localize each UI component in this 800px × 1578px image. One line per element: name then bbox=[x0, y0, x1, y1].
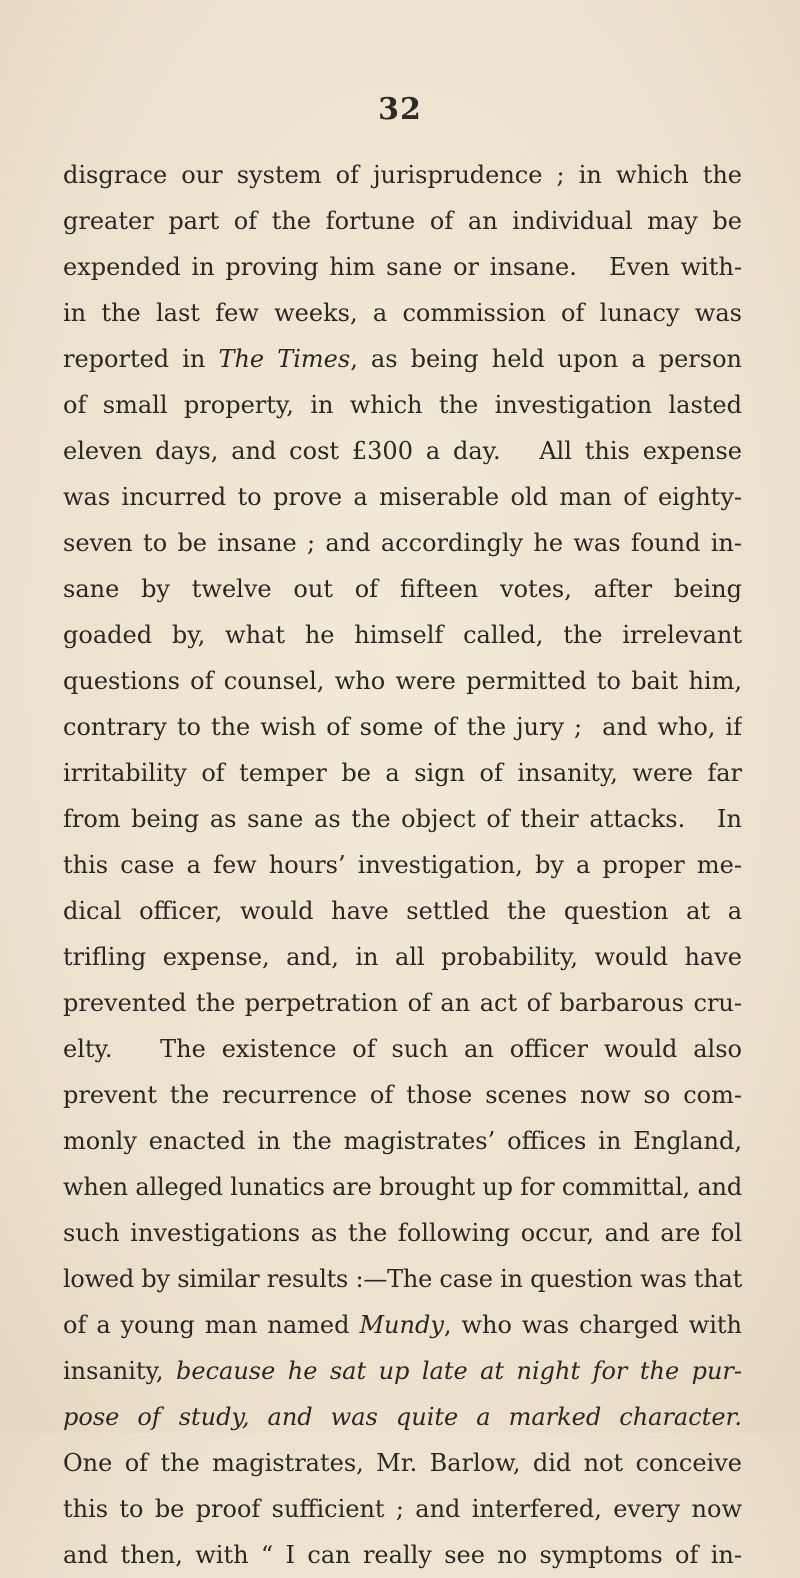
text-segment: this case a few hours’ investigation, by a proper me- bbox=[63, 851, 742, 879]
text-segment: of small property, in which the investigation lasted bbox=[63, 391, 742, 419]
text-line bbox=[63, 152, 742, 198]
text-segment: trifling expense, and, in all probability, would have bbox=[63, 943, 742, 971]
text-line bbox=[63, 750, 742, 796]
text-line bbox=[63, 934, 742, 980]
text-line bbox=[63, 888, 742, 934]
text-segment: when alleged lunatics are brought up for committal, and bbox=[63, 1173, 742, 1201]
text-segment: goaded by, what he himself called, the irrelevant bbox=[63, 621, 742, 649]
text-line bbox=[63, 658, 742, 704]
text-line bbox=[63, 1532, 742, 1578]
text-line bbox=[63, 1486, 742, 1532]
text-segment: from being as sane as the object of their attacks. In bbox=[63, 805, 742, 833]
text-line bbox=[63, 1072, 742, 1118]
text-line bbox=[63, 336, 742, 382]
text-segment: this to be proof sufficient ; and interfered, every now bbox=[63, 1495, 742, 1523]
text-segment: expended in proving him sane or insane. Even with- bbox=[63, 253, 742, 281]
text-segment: One of the magistrates, Mr. Barlow, did not conceive bbox=[63, 1449, 742, 1477]
text-segment: sane by twelve out of fifteen votes, after being bbox=[63, 575, 742, 603]
text-line bbox=[63, 980, 742, 1026]
text-segment: disgrace our system of jurisprudence ; in which the bbox=[63, 161, 742, 189]
text-segment: elty. The existence of such an officer would also bbox=[63, 1035, 742, 1063]
text-line bbox=[63, 244, 742, 290]
text-segment: was incurred to prove a miserable old man of eighty- bbox=[63, 483, 742, 511]
text-line bbox=[63, 796, 742, 842]
text-segment: contrary to the wish of some of the jury ; and who, if bbox=[63, 713, 742, 741]
text-segment: , who was charged with bbox=[443, 1311, 742, 1339]
italic-text: Mundy bbox=[359, 1311, 444, 1339]
text-line bbox=[63, 1394, 742, 1440]
text-segment: dical officer, would have settled the question at a bbox=[63, 897, 742, 925]
text-line bbox=[63, 198, 742, 244]
text-line bbox=[63, 1164, 742, 1210]
text-segment: and then, with “ I can really see no symptoms of in- bbox=[63, 1541, 742, 1569]
italic-text: because he sat up late at night for the pur- bbox=[176, 1357, 742, 1385]
text-line bbox=[63, 842, 742, 888]
body-text bbox=[63, 152, 742, 1578]
text-line bbox=[63, 612, 742, 658]
text-line bbox=[63, 1026, 742, 1072]
text-line bbox=[63, 428, 742, 474]
text-line bbox=[63, 566, 742, 612]
text-line bbox=[63, 1210, 742, 1256]
text-segment: reported in bbox=[63, 345, 219, 373]
text-segment: , as being held upon a person bbox=[350, 345, 742, 373]
text-segment: prevent the recurrence of those scenes now so com- bbox=[63, 1081, 742, 1109]
text-line bbox=[63, 704, 742, 750]
text-segment: of a young man named bbox=[63, 1311, 360, 1339]
text-line bbox=[63, 1440, 742, 1486]
text-segment: questions of counsel, who were permitted to bait him, bbox=[63, 667, 742, 695]
text-line bbox=[63, 1348, 742, 1394]
text-segment: prevented the perpetration of an act of barbarous cru- bbox=[63, 989, 742, 1017]
text-line bbox=[63, 1256, 742, 1302]
text-line bbox=[63, 290, 742, 336]
text-segment: seven to be insane ; and accordingly he was found in- bbox=[63, 529, 742, 557]
text-segment: greater part of the fortune of an individual may be bbox=[63, 207, 742, 235]
text-segment: in the last few weeks, a commission of lunacy was bbox=[63, 299, 742, 327]
text-line bbox=[63, 1118, 742, 1164]
italic-text: pose of study, and was quite a marked character. bbox=[63, 1403, 742, 1431]
italic-text: The Times bbox=[218, 345, 351, 373]
text-line bbox=[63, 382, 742, 428]
text-segment: lowed by similar results :—The case in question was that bbox=[63, 1265, 742, 1293]
text-segment: such investigations as the following occur, and are fol bbox=[63, 1219, 742, 1247]
text-line bbox=[63, 520, 742, 566]
text-segment: insanity, bbox=[63, 1357, 176, 1385]
text-line bbox=[63, 474, 742, 520]
text-line bbox=[63, 1302, 742, 1348]
text-segment: irritability of temper be a sign of insanity, were far bbox=[63, 759, 742, 787]
page-number: 32 bbox=[378, 92, 422, 127]
text-segment: monly enacted in the magistrates’ offices in England, bbox=[63, 1127, 742, 1155]
text-segment: eleven days, and cost £300 a day. All this expense bbox=[63, 437, 742, 465]
